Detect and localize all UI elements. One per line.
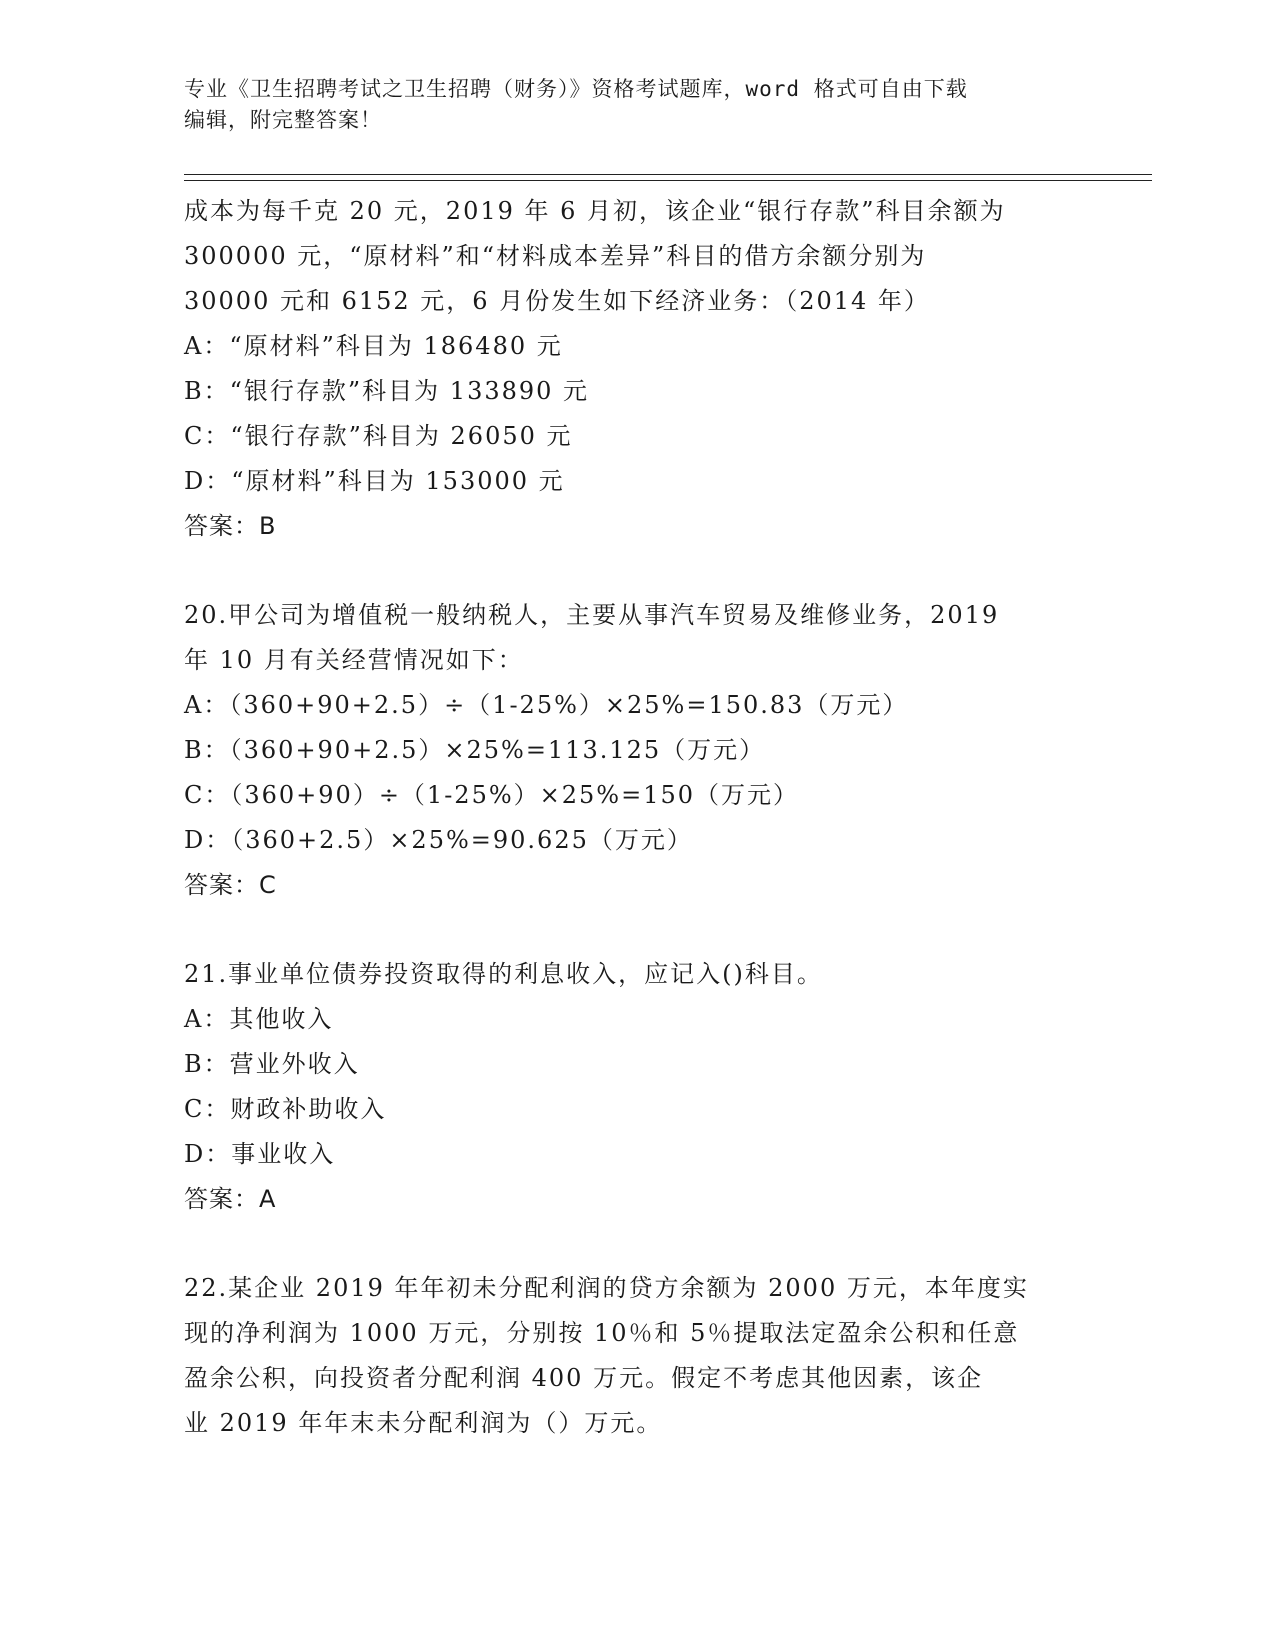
option-b: B：营业外收入 <box>184 1050 360 1078</box>
question-stem-line: 30000 元和 6152 元，6 月份发生如下经济业务：（2014 年） <box>184 287 930 315</box>
spacer <box>184 908 1084 952</box>
document-header <box>184 74 1064 136</box>
answer: 答案：B <box>184 512 277 540</box>
option-c: C：（360+90）÷（1-25%）×25%=150（万元） <box>184 781 800 809</box>
question-stem-line: 年 10 月有关经营情况如下： <box>184 646 524 674</box>
answer: 答案：A <box>184 1185 277 1213</box>
header-line-1: 专业《卫生招聘考试之卫生招聘（财务）》资格考试题库，word 格式可自由下载 <box>184 77 968 101</box>
option-b: B：（360+90+2.5）×25%=113.125（万元） <box>184 736 766 764</box>
option-a: A：其他收入 <box>184 1005 334 1033</box>
question-19 <box>184 189 1084 549</box>
spacer <box>184 549 1084 593</box>
option-c: C：“银行存款”科目为 26050 元 <box>184 422 573 450</box>
spacer <box>184 1222 1084 1266</box>
option-b: B：“银行存款”科目为 133890 元 <box>184 377 590 405</box>
header-line-2: 编辑，附完整答案！ <box>184 108 382 132</box>
question-stem-line: 成本为每千克 20 元，2019 年 6 月初，该企业“银行存款”科目余额为 <box>184 197 1006 225</box>
option-c: C：财政补助收入 <box>184 1095 387 1123</box>
question-list <box>184 189 1084 1446</box>
question-stem-line: 业 2019 年年末未分配利润为（）万元。 <box>184 1409 663 1437</box>
question-stem-line: 盈余公积，向投资者分配利润 400 万元。假定不考虑其他因素，该企 <box>184 1364 984 1392</box>
option-d: D：“原材料”科目为 153000 元 <box>184 467 565 495</box>
header-rule-bottom <box>184 180 1152 181</box>
option-d: D：（360+2.5）×25%=90.625（万元） <box>184 826 693 854</box>
question-stem-line: 22.某企业 2019 年年初未分配利润的贷方余额为 2000 万元，本年度实 <box>184 1274 1029 1302</box>
question-stem-line: 300000 元，“原材料”和“材料成本差异”科目的借方余额分别为 <box>184 242 927 270</box>
question-stem-line: 20.甲公司为增值税一般纳税人，主要从事汽车贸易及维修业务，2019 <box>184 601 1000 629</box>
option-d: D：事业收入 <box>184 1140 336 1168</box>
option-a: A：（360+90+2.5）÷（1-25%）×25%=150.83（万元） <box>184 691 909 719</box>
question-stem-line: 现的净利润为 1000 万元，分别按 10％和 5％提取法定盈余公积和任意 <box>184 1319 1020 1347</box>
question-22 <box>184 1266 1084 1446</box>
option-a: A：“原材料”科目为 186480 元 <box>184 332 563 360</box>
question-20 <box>184 593 1084 908</box>
question-stem-line: 21.事业单位债券投资取得的利息收入，应记入()科目。 <box>184 960 823 988</box>
answer: 答案：C <box>184 871 277 899</box>
header-rule-top <box>184 174 1152 175</box>
question-21 <box>184 952 1084 1222</box>
